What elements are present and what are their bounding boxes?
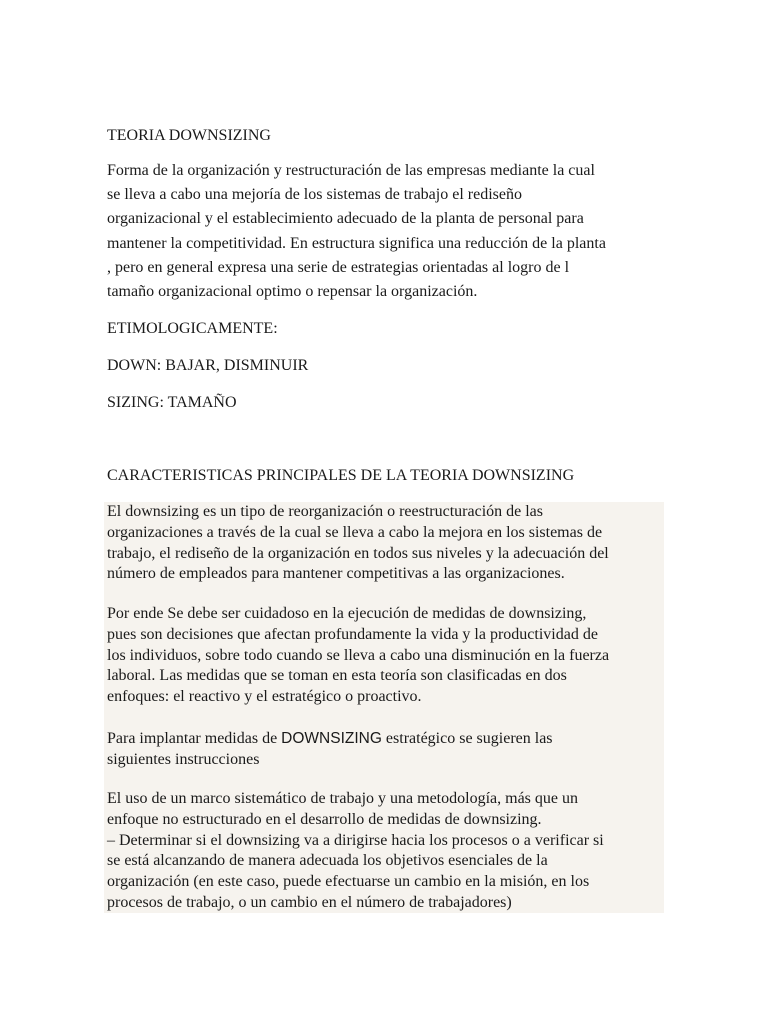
intro-line: organizacional y el establecimiento adecuado de la planta de personal para [107, 210, 584, 228]
intro-line: mantener la competitividad. En estructura significa una reducción de la planta [107, 234, 606, 252]
paragraph-line: El uso de un marco sistemático de trabajo y una metodología, más que un [107, 790, 578, 807]
paragraph-text: Para implantar medidas de [107, 730, 282, 747]
etymology-heading: ETIMOLOGICAMENTE: [107, 320, 278, 337]
document-title: TEORIA DOWNSIZING [107, 127, 271, 144]
intro-line: , pero en general expresa una serie de estrategias orientadas al logro de l [107, 258, 570, 276]
paragraph-line: procesos de trabajo, o un cambio en el número de trabajadores) [107, 893, 512, 911]
paragraph-line: número de empleados para mantener competitivas a las organizaciones. [107, 565, 565, 583]
paragraph-line: El downsizing es un tipo de reorganización o reestructuración de las [107, 503, 544, 520]
paragraph-line: siguientes instrucciones [107, 750, 260, 768]
characteristics-paragraph-4 [107, 789, 604, 914]
intro-line: tamaño organizacional optimo o repensar la organización. [107, 283, 478, 301]
paragraph-line: laboral. Las medidas que se toman en esta teoría son clasificadas en dos [107, 667, 567, 685]
intro-line: Forma de la organización y restructuración de las empresas mediante la cual [107, 162, 595, 179]
etymology-down: DOWN: BAJAR, DISMINUIR [107, 357, 309, 374]
intro-paragraph [107, 159, 667, 304]
characteristics-paragraph-3 [107, 729, 553, 771]
paragraph-line: enfoques: el reactivo y el estratégico o proactivo. [107, 688, 422, 706]
paragraph-line: los individuos, sobre todo cuando se lleva a cabo una disminución en la fuerza [107, 646, 610, 664]
characteristics-paragraph-1 [107, 502, 609, 585]
paragraph-line: organización (en este caso, puede efectuarse un cambio en la misión, en los [107, 873, 590, 891]
paragraph-line: organizaciones a través de la cual se lleva a cabo la mejora en los sistemas de [107, 523, 603, 541]
paragraph-line: enfoque no estructurado en el desarrollo de medidas de downsizing. [107, 810, 542, 828]
paragraph-line [107, 729, 553, 750]
characteristics-section [104, 502, 664, 913]
characteristics-heading: CARACTERISTICAS PRINCIPALES DE LA TEORIA DOWNSIZING [107, 467, 575, 484]
paragraph-text: estratégico se sugieren las [381, 730, 553, 747]
paragraph-line: Por ende Se debe ser cuidadoso en la ejecución de medidas de downsizing, [107, 605, 587, 622]
etymology-sizing: SIZING: TAMAÑO [107, 394, 237, 411]
downsizing-keyword: DOWNSIZING [281, 730, 382, 747]
characteristics-paragraph-2 [107, 604, 609, 708]
paragraph-line: se está alcanzando de manera adecuada los objetivos esenciales de la [107, 852, 548, 870]
intro-line: se lleva a cabo una mejoría de los sistemas de trabajo el rediseño [107, 186, 522, 204]
paragraph-line: pues son decisiones que afectan profundamente la vida y la productividad de [107, 625, 598, 643]
paragraph-line: – Determinar si el downsizing va a dirigirse hacia los procesos o a verificar si [107, 831, 604, 849]
paragraph-line: trabajo, el rediseño de la organización en todos sus niveles y la adecuación del [107, 544, 609, 562]
